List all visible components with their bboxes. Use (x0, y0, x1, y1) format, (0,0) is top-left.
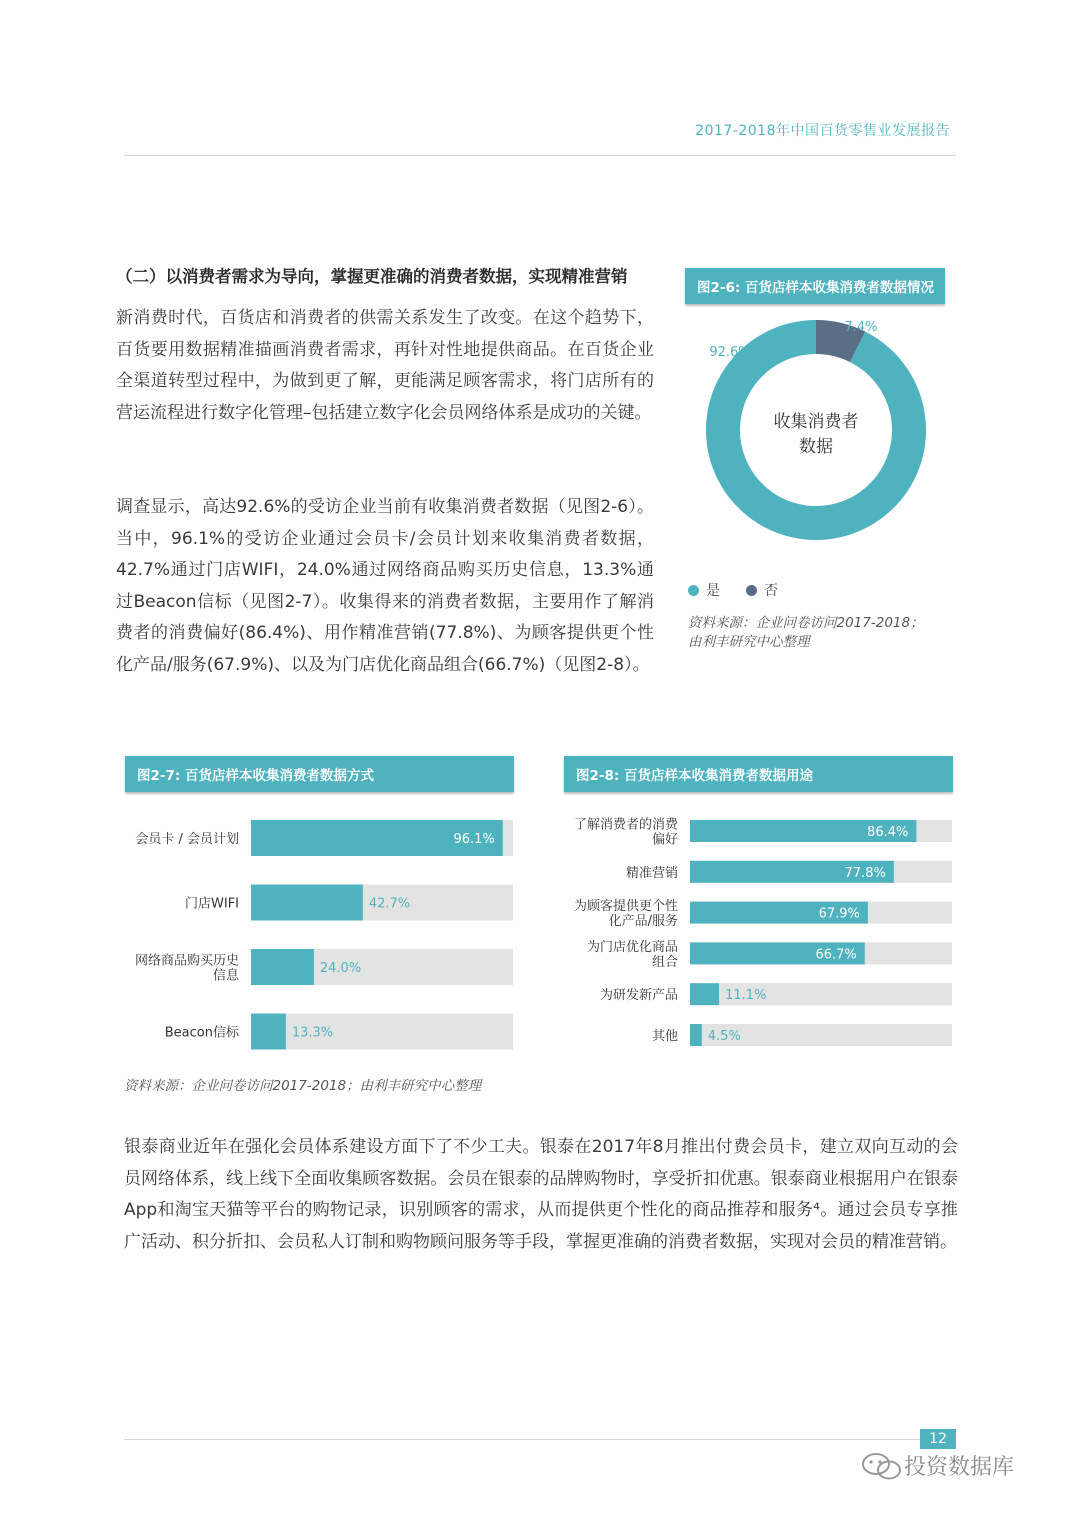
report-title: 2017-2018年中国百货零售业发展报告 (695, 123, 950, 139)
bar-category-label: 为研发新产品 (599, 988, 678, 1004)
figures-2-7-2-8-source: 资料来源：企业问卷访问2017-2018；由利丰研究中心整理 (124, 1078, 482, 1094)
legend-yes-swatch (688, 585, 699, 596)
bar-category-label: 组合 (651, 954, 678, 970)
footer-divider (124, 1439, 956, 1440)
donut-slice-no (816, 337, 858, 347)
bar-value-label: 96.1% (453, 832, 495, 847)
bar-category-label: 了解消费者的消费 (573, 817, 678, 833)
bar-value-label: 67.9% (818, 906, 860, 922)
bar-category-label: 网络商品购买历史 (134, 953, 239, 969)
watermark (860, 1450, 1014, 1481)
bar-category-label: 会员卡 / 会员计划 (135, 832, 239, 847)
wechat-icon (860, 1451, 904, 1481)
bar-value-label: 86.4% (867, 825, 909, 840)
bar (690, 1024, 702, 1046)
bar-track (251, 1014, 513, 1050)
bar-category-label: 信息 (212, 968, 239, 984)
bar-category-label: 其他 (651, 1029, 678, 1044)
bar-category-label: 为门店优化商品 (586, 939, 678, 955)
bar-value-label: 77.8% (844, 865, 886, 881)
section-heading: （二）以消费者需求为导向，掌握更准确的消费者数据，实现精准营销 (116, 267, 628, 286)
figure-2-7-bar-chart (120, 800, 520, 1060)
bar-value-label: 11.1% (725, 988, 767, 1004)
figure-2-6-legend (688, 580, 804, 600)
figure-2-8-title: 图2-8: 百货店样本收集消费者数据用途 (564, 756, 953, 792)
legend-no-swatch (746, 585, 757, 596)
figure-2-8-bar-chart (560, 800, 970, 1060)
watermark-text: 投资数据库 (904, 1455, 1015, 1480)
paragraph-1: 新消费时代，百货店和消费者的供需关系发生了改变。在这个趋势下，百货要用数据精准描画消费者需求，再针对性地提供商品。在百货企业全渠道转型过程中，为做到更了解，更能满足顾客需求，将门店所有的营运流程进行数字化管理–包括建立数字化会员网络体系是成功的关键。 (116, 308, 654, 423)
bar-value-label: 13.3% (291, 1025, 334, 1041)
paragraph-3: 银泰商业近年在强化会员体系建设方面下了不少工夫。银泰在2017年8月推出付费会员卡，建立双向互动的会员网络体系，线上线下全面收集顾客数据。会员在银泰的品牌购物时，享受折扣优惠。银泰商业根据用户在银泰App和淘宝天猫等平台的购物记录，识别顾客的需求，从而提供更个性化的商品推荐和服务⁴。通过会员专享推广活动、积分折扣、会员私人订制和购物顾问服务等手段，掌握更准确的消费者数据，实现对会员的精准营销。 (124, 1137, 958, 1252)
bar-value-label: 66.7% (815, 947, 857, 963)
donut-value-label-no: 7.4% (844, 320, 878, 335)
figure-2-6-donut-chart (666, 310, 966, 570)
bar-category-label: 偏好 (651, 832, 678, 848)
figure-2-6-title: 图2-6: 百货店样本收集消费者数据情况 (685, 268, 945, 304)
paragraph-2: 调查显示，高达92.6%的受访企业当前有收集消费者数据（见图2-6）。当中，96.1%的受访企业通过会员卡/会员计划来收集消费者数据，42.7%通过门店WIFI，24.0%通过网络商品购买历史信息，13.3%通过Beacon信标（见图2-7）。收集得来的消费者数据，主要用作了解消费者的消费偏好(86.4%)、用作精准营销(77.8%)、为顾客提供更个性化产品/服务(67.9%)、以及为门店优化商品组合(66.7%)（见图2-8）。 (116, 497, 654, 675)
bar-category-label: Beacon信标 (164, 1025, 239, 1041)
bar (251, 885, 363, 921)
header-divider (124, 155, 956, 156)
figure-2-6-source-line-1: 资料来源：企业问卷访问2017-2018； (688, 615, 924, 631)
bar-category-label: 化产品/服务 (608, 914, 678, 930)
page-number: 12 (920, 1429, 956, 1449)
bar (251, 949, 314, 985)
bar-category-label: 为顾客提供更个性 (573, 899, 678, 915)
figure-2-6-source (688, 614, 924, 652)
legend-no-label: 否 (764, 583, 778, 599)
figure-2-6-source-line-2: 由利丰研究中心整理 (688, 634, 810, 650)
bar-category-label: 精准营销 (625, 865, 678, 881)
donut-center-label-2: 数据 (799, 437, 833, 457)
donut-center-label-1: 收集消费者 (773, 412, 859, 432)
donut-value-label-yes: 92.6% (709, 345, 751, 360)
bar (251, 1014, 286, 1050)
bar-value-label: 4.5% (707, 1029, 741, 1044)
bar (690, 983, 719, 1005)
legend-yes-label: 是 (706, 583, 720, 599)
figure-2-7-title: 图2-7: 百货店样本收集消费者数据方式 (125, 756, 514, 792)
bar-category-label: 门店WIFI (185, 896, 239, 912)
bar-value-label: 42.7% (368, 896, 411, 912)
bar-value-label: 24.0% (319, 961, 362, 976)
